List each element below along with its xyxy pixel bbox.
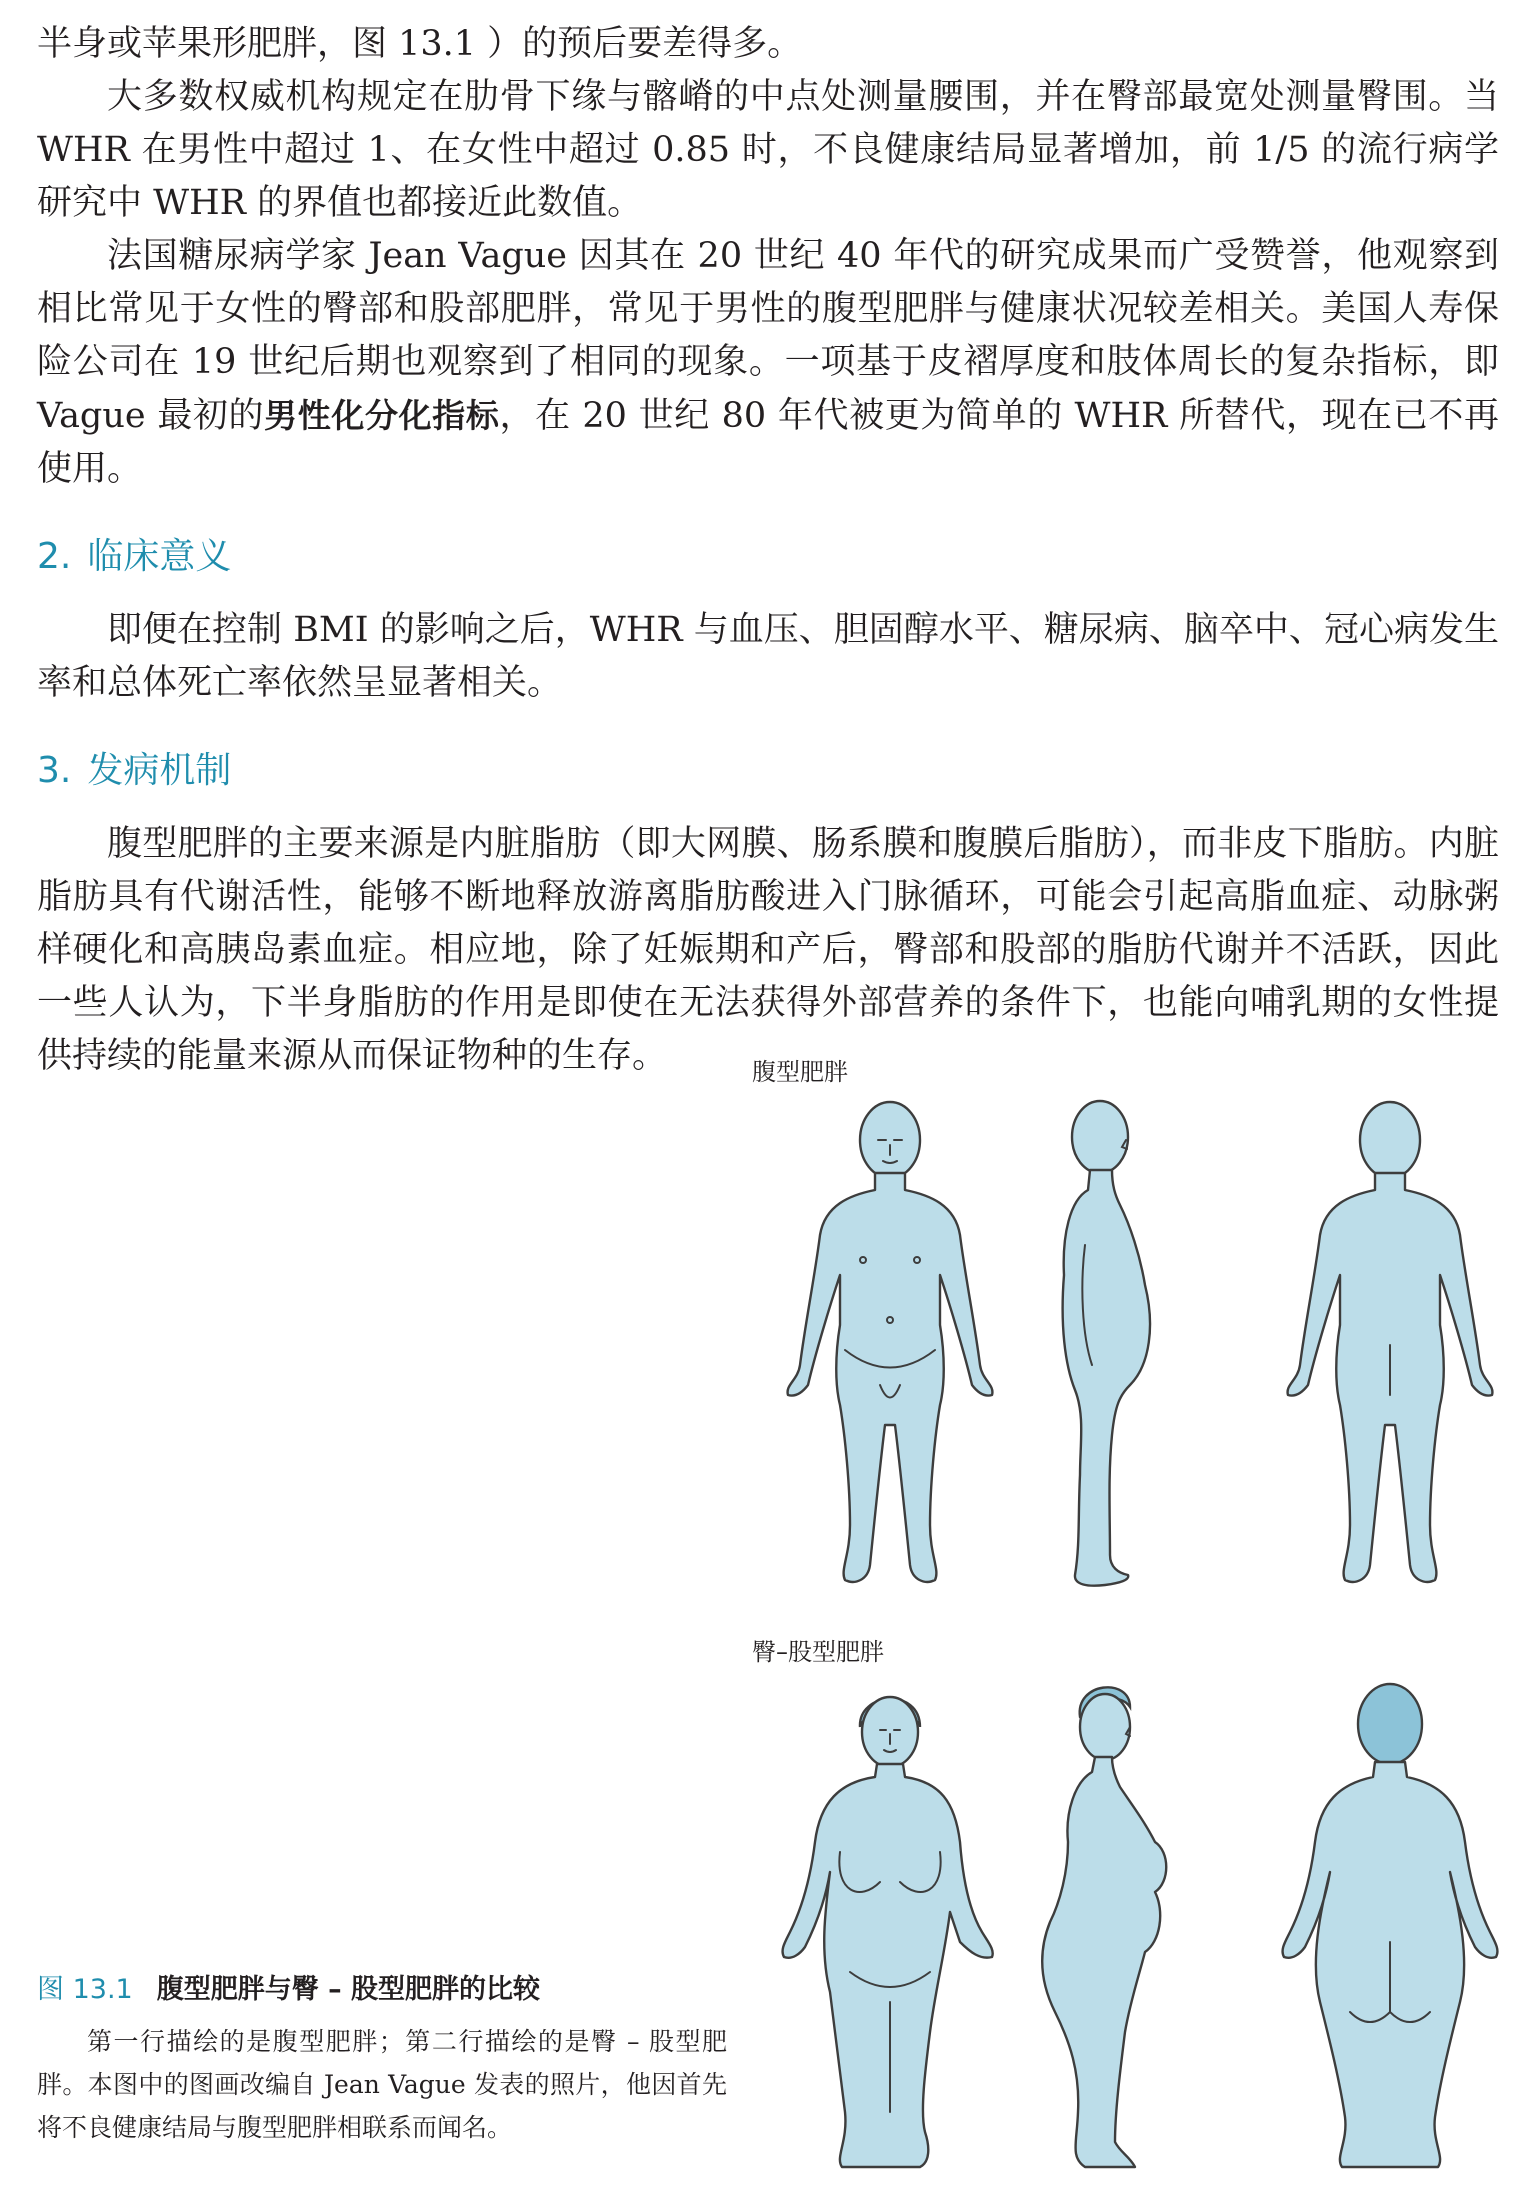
waist-measurement-paragraph: 大多数权威机构规定在肋骨下缘与髂嵴的中点处测量腰围，并在臀部最宽处测量臀围。当 WHR 在男性中超过 1、在女性中超过 0.85 时，不良健康结局显著增加，前 1/5 的流行病学研究中 WHR 的界值也都接近此数值。 [37, 77, 1499, 223]
main-text [37, 18, 1499, 1083]
section-heading-pathogenesis: 3. 发病机制 [37, 750, 232, 791]
vague-history-paragraph: 法国糖尿病学家 Jean Vague 因其在 20 世纪 40 年代的研究成果而广受赞誉，他观察到相比常见于女性的臀部和股部肥胖，常见于男性的腹型肥胖与健康状况较差相关。美国人寿保险公司在 19 世纪后期也观察到了相同的现象。一项基于皮褶厚度和肢体周长的复杂指标，即 Vague 最初的男性化分化指标，在 20 世纪 80 年代被更为简单的 WHR 所替代，现在已不再使用。 [37, 236, 1500, 489]
pathogenesis-paragraph: 腹型肥胖的主要来源是内脏脂肪（即大网膜、肠系膜和腹膜后脂肪），而非皮下脂肪。内脏脂肪具有代谢活性，能够不断地释放游离脂肪酸进入门脉循环，可能会引起高脂血症、动脉粥样硬化和高胰岛素血症。相应地，除了妊娠期和产后，臀部和股部的脂肪代谢并不活跃，因此一些人认为，下半身脂肪的作用是即使在无法获得外部营养的条件下，也能向哺乳期的女性提供持续的能量来源从而保证物种的生存。 [37, 824, 1499, 1076]
section-heading-clinical: 2. 临床意义 [37, 536, 232, 577]
figure-title: 腹型肥胖与臀 – 股型肥胖的比较 [156, 1974, 541, 2005]
pear-obesity-label: 臀–股型肥胖 [752, 1638, 884, 1666]
female-side-figure [1042, 1687, 1166, 2167]
male-side-figure [1063, 1101, 1150, 1586]
clinical-significance-paragraph: 即便在控制 BMI 的影响之后，WHR 与血压、胆固醇水平、糖尿病、脑卒中、冠心病发生率和总体死亡率依然呈显著相关。 [37, 610, 1499, 703]
male-front-figure [788, 1102, 993, 1582]
apple-obesity-label: 腹型肥胖 [752, 1058, 848, 1086]
figure-caption [37, 1970, 727, 2149]
pear-obesity-figures [780, 1672, 1520, 2182]
figure-number: 图 13.1 [37, 1974, 133, 2005]
masculine-differentiation-index-term: 男性化分化指标 [264, 396, 500, 435]
continuation-paragraph: 半身或苹果形肥胖，图 13.1 ）的预后要差得多。 [37, 24, 803, 64]
male-back-figure [1288, 1102, 1493, 1582]
female-front-figure [783, 1697, 993, 2167]
female-back-figure [1283, 1684, 1498, 2167]
apple-obesity-figures [780, 1095, 1520, 1605]
caption-body: 第一行描绘的是腹型肥胖；第二行描绘的是臀 – 股型肥胖。本图中的图画改编自 Jean Vague 发表的照片，他因首先将不良健康结局与腹型肥胖相联系而闻名。 [37, 2027, 727, 2142]
caption-title [37, 1970, 727, 2010]
